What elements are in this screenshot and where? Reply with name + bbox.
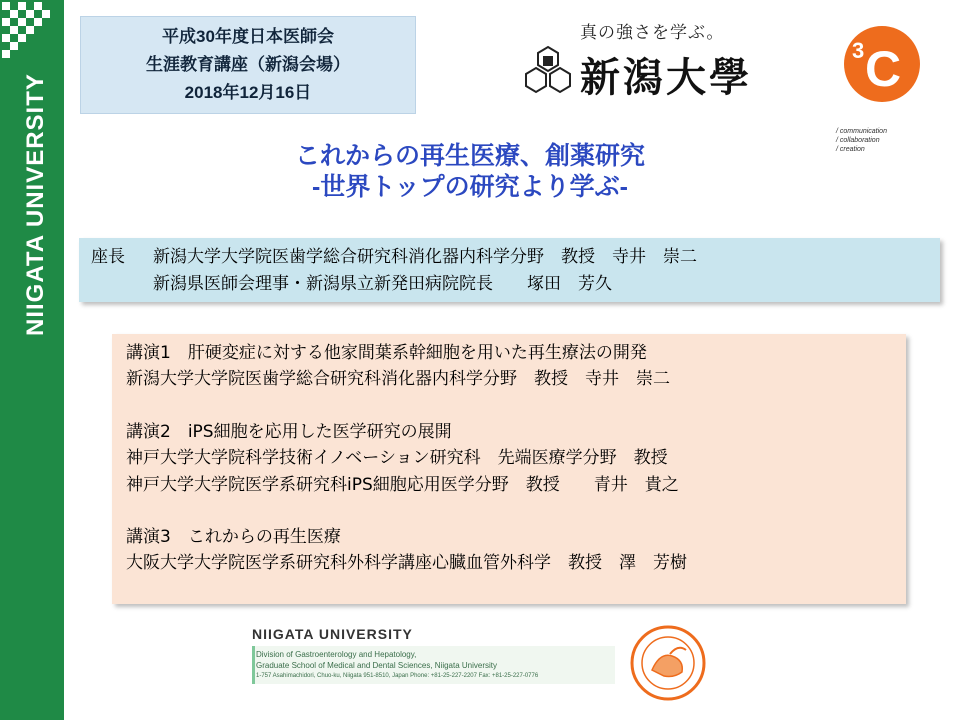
footer-address: 1-757 Asahimachidori, Chuo-ku, Niigata 951-8510, Japan Phone: +81-25-227-2207 Fax: +81-25-227-0776 — [256, 673, 539, 679]
lecture-speaker: 大阪大学大学院医学系研究科外科学講座心臓血管外科学 教授 澤 芳樹 — [126, 553, 687, 574]
lecture-program-box — [112, 334, 906, 604]
footer-university-name: NIIGATA UNIVERSITY — [252, 626, 413, 642]
division-seal-icon — [626, 624, 710, 702]
logo-university-name: 新潟大學 — [580, 54, 752, 101]
footer-division-line2: Graduate School of Medical and Dental Sciences, Niigata University — [256, 661, 498, 670]
3c-tagline: / collaboration — [836, 137, 880, 144]
lecture-title: 講演2 iPS細胞を応用した医学研究の展開 — [126, 421, 452, 442]
3c-logo-superscript: 3 — [852, 38, 865, 63]
lecture-title: 講演3 これからの再生医療 — [126, 527, 341, 548]
event-header-date: 2018年12月16日 — [184, 83, 312, 102]
lecture-speaker: 新潟大学大学院医歯学総合研究科消化器内科学分野 教授 寺井 崇二 — [126, 369, 670, 390]
page-title — [160, 141, 780, 203]
3c-taglines — [836, 127, 887, 154]
title-line2: -世界トップの研究より学ぶ- — [312, 173, 628, 201]
chairperson-box — [79, 238, 940, 302]
lecture-title: 講演1 肝硬変症に対する他家間葉系幹細胞を用いた再生療法の開発 — [126, 343, 647, 363]
3c-logo-icon — [830, 24, 930, 104]
title-line1: これからの再生医療、創薬研究 — [294, 142, 645, 170]
event-header-line2: 生涯教育講座（新潟会場） — [146, 55, 350, 74]
university-crest-icon — [521, 44, 575, 98]
lecture-speaker: 神戸大学大学院医学系研究科iPS細胞応用医学分野 教授 青井 貴之 — [126, 474, 679, 495]
sidebar-university-name: NIIGATA UNIVERSITY — [22, 73, 49, 336]
chair-row — [91, 271, 928, 298]
chair-row — [91, 244, 928, 271]
chair-line1: 新潟大学大学院医歯学総合研究科消化器内科学分野 教授 寺井 崇二 — [153, 247, 697, 267]
event-header-box — [80, 16, 416, 114]
3c-tagline: / creation — [836, 146, 865, 153]
event-header-line1: 平成30年度日本医師会 — [162, 27, 334, 46]
chair-line2: 新潟県医師会理事・新潟県立新発田病院院長 塚田 芳久 — [153, 274, 612, 294]
chair-label: 座長 — [91, 247, 125, 267]
3c-logo-letter: C — [865, 41, 902, 97]
logo-slogan: 真の強さを学ぶ。 — [580, 23, 725, 43]
footer-division-line1: Division of Gastroenterology and Hepatology, — [256, 650, 417, 659]
lecture-speaker: 神戸大学大学院科学技術イノベーション研究科 先端医療学分野 教授 — [126, 448, 668, 469]
3c-tagline: / communication — [836, 128, 887, 135]
